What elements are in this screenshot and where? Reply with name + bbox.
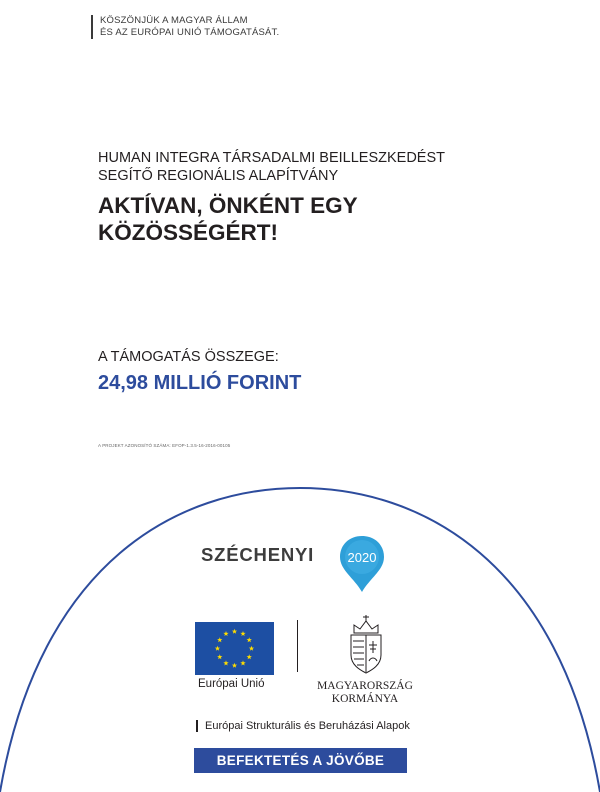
project-title-line-2: KÖZÖSSÉGÉRT! [98,220,279,245]
project-title [98,192,358,246]
eu-label: Európai Unió [198,678,265,690]
amount-value: 24,98 MILLIÓ FORINT [98,372,302,394]
organization-name [98,149,445,185]
logo-divider [297,620,298,672]
thanks-line-2: ÉS AZ EURÓPAI UNIÓ TÁMOGATÁSÁT. [100,27,280,38]
project-title-line-1: AKTÍVAN, ÖNKÉNT EGY [98,193,358,218]
organization-name-line-2: SEGÍTŐ REGIONÁLIS ALAPÍTVÁNY [98,168,339,184]
organization-name-line-1: HUMAN INTEGRA TÁRSADALMI BEILLESZKEDÉST [98,150,446,166]
hungarian-coat-of-arms-icon [344,613,388,675]
szechenyi-pin-icon [338,534,386,594]
invest-banner [194,748,407,773]
thanks-line-1: KÖSZÖNJÜK A MAGYAR ÁLLAM [100,15,248,26]
government-label-line-1: MAGYARORSZÁG [317,680,413,692]
funds-label: Európai Strukturális és Beruházási Alapok [196,720,410,732]
thanks-block [91,15,279,39]
invest-banner-text: BEFEKTETÉS A JÖVŐBE [216,753,385,768]
government-label-line-2: KORMÁNYA [331,693,399,705]
amount-label: A TÁMOGATÁS ÖSSZEGE: [98,349,279,365]
eu-flag-icon [195,622,274,675]
szechenyi-logo-text: SZÉCHENYI [201,544,315,565]
szechenyi-year: 2020 [347,550,377,565]
project-id: A PROJEKT AZONOSÍTÓ SZÁMA: EFOP-1.3.5-16-2016-00105 [98,443,231,448]
